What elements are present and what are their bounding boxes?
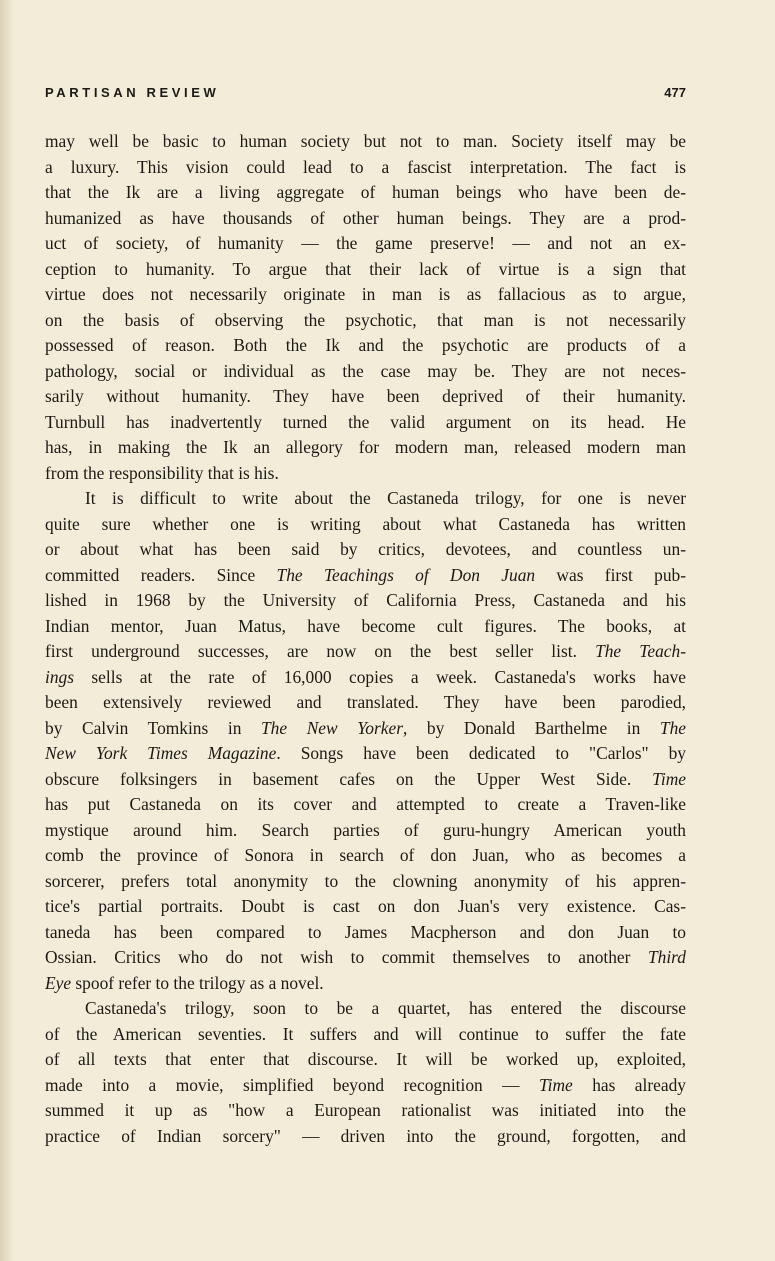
journal-title: PARTISAN REVIEW [45,85,220,100]
body-text [45,129,686,1149]
text-line: of all texts that enter that discourse. It will be worked up, exploited, [45,1049,686,1069]
text-line: a luxury. This vision could lead to a fascist interpretation. The fact is [45,156,686,177]
text-line: that the Ik are a living aggregate of human beings who have been de- [45,182,686,202]
text-line: New York Times Magazine. Songs have been dedicated to "Carlos" by [45,743,686,763]
text-line: quite sure whether one is writing about what Castaneda has written [45,513,686,534]
italic-title: The New Yorker [261,717,403,738]
italic-title: New York Times Magazine [45,743,277,763]
text-line: possessed of reason. Both the Ik and the psychotic are products of a [45,335,686,355]
text-line: on the basis of observing the psychotic, that man is not necessarily [45,309,686,330]
text-line: It is difficult to write about the Castaneda trilogy, for one is never [85,488,686,508]
text-line: humanized as have thousands of other human beings. They are a prod- [45,207,686,228]
text-line: mystique around him. Search parties of guru-hungry American youth [45,819,686,840]
text-line: Ossian. Critics who do not wish to commit themselves to another Third [45,947,686,967]
text-line: made into a movie, simplified beyond recognition — Time has already [45,1074,686,1095]
running-head [45,85,686,105]
text-line: from the responsibility that is his. [45,462,279,483]
text-line: sorcerer, prefers total anonymity to the clowning anonymity of his appren- [45,870,686,891]
text-line: Eye spoof refer to the trilogy as a novel. [45,972,324,993]
italic-title: Time [538,1074,573,1095]
text-line: has put Castaneda on its cover and attempted to create a Traven-like [45,794,686,814]
italic-title: ings [45,666,74,687]
italic-title: Eye [45,972,72,993]
text-line: first underground successes, are now on the best seller list. The Teach- [45,641,686,661]
text-line: by Calvin Tomkins in The New Yorker, by Donald Barthelme in The [45,717,686,738]
text-line: may well be basic to human society but not to man. Society itself may be [45,131,686,151]
text-line: ception to humanity. To argue that their lack of virtue is a sign that [45,258,686,279]
text-line: lished in 1968 by the University of California Press, Castaneda and his [45,590,686,610]
text-line: comb the province of Sonora in search of don Juan, who as becomes a [45,845,686,865]
text-line: obscure folksingers in basement cafes on the Upper West Side. Time [45,768,686,789]
text-line: Turnbull has inadvertently turned the valid argument on its head. He [45,411,686,432]
text-line: been extensively reviewed and translated. They have been parodied, [45,692,686,712]
text-line: ings sells at the rate of 16,000 copies a week. Castaneda's works have [45,666,686,687]
italic-title: Time [652,768,686,789]
text-line: has, in making the Ik an allegory for modern man, released modern man [45,437,686,457]
text-line: taneda has been compared to James Macpherson and don Juan to [45,921,686,942]
italic-title: The Teach- [595,641,686,661]
text-line: Indian mentor, Juan Matus, have become cult figures. The books, at [45,615,686,636]
text-line: sarily without humanity. They have been deprived of their humanity. [45,386,686,406]
text-line: pathology, social or individual as the case may be. They are not neces- [45,360,686,381]
italic-title: The Teachings of Don Juan [276,564,536,585]
page-number: 477 [664,85,686,100]
italic-title: The [659,717,686,738]
text-line: committed readers. Since The Teachings of Don Juan was first pub- [45,564,686,585]
italic-title: Third [647,947,686,967]
text-line: practice of Indian sorcery" — driven into the ground, forgotten, and [45,1125,686,1146]
text-line: tice's partial portraits. Doubt is cast on don Juan's very existence. Cas- [45,896,686,916]
text-line: uct of society, of humanity — the game preserve! — and not an ex- [45,233,686,253]
text-line: summed it up as "how a European rationalist was initiated into the [45,1100,686,1120]
text-line: of the American seventies. It suffers and will continue to suffer the fate [45,1023,686,1044]
text-line: virtue does not necessarily originate in man is as fallacious as to argue, [45,284,686,304]
page-edge-shadow [0,0,14,1261]
text-line: or about what has been said by critics, devotees, and countless un- [45,539,686,559]
text-line: Castaneda's trilogy, soon to be a quartet, has entered the discourse [85,998,686,1018]
